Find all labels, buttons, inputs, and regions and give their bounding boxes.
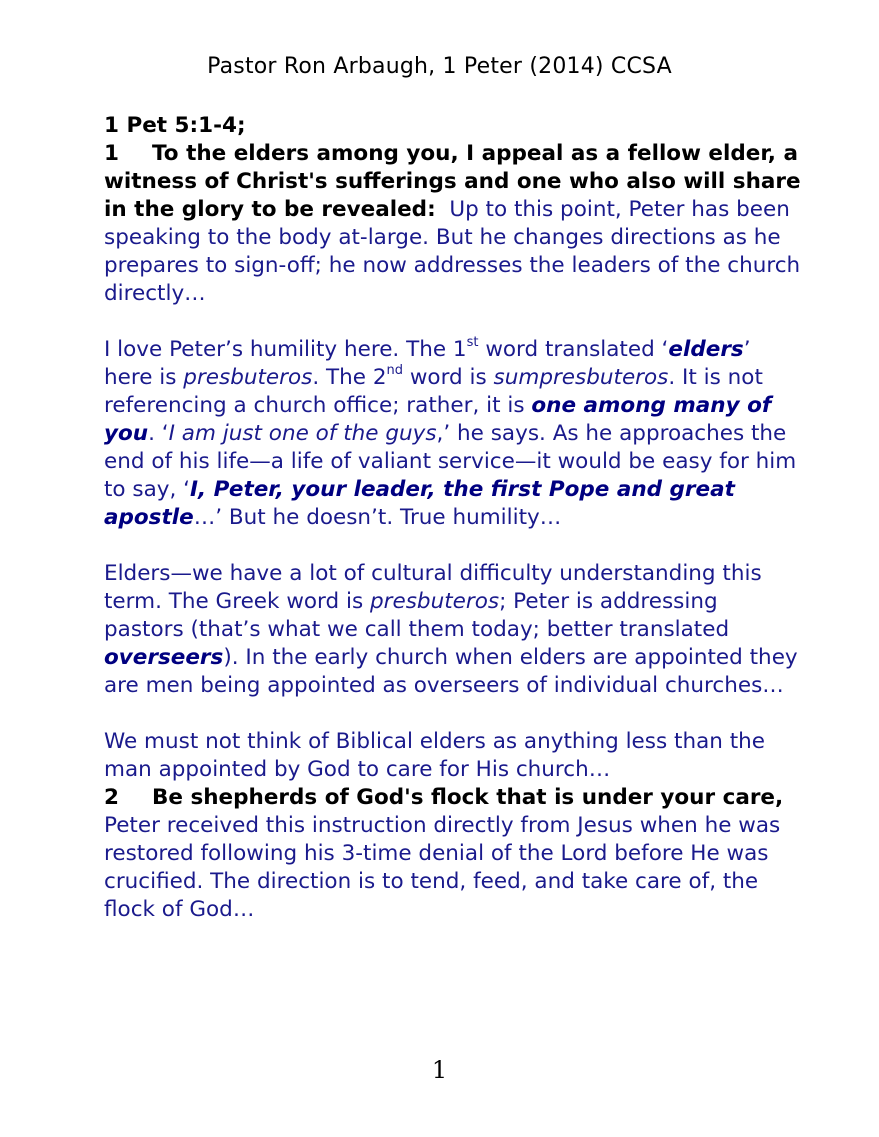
text-run: word translated ‘ [478, 337, 669, 362]
text-run: ). In the early church when elders are appointed they are men being appointed as overseers of individual churches… [104, 645, 798, 698]
quote-peter-leader: I, Peter, your leader, the first Pope and great apostle [104, 477, 735, 530]
verse-1-number: 1 [104, 141, 119, 166]
text-run: ’ here is [104, 337, 751, 390]
verse-1-paragraph [104, 140, 804, 308]
superscript-nd: nd [386, 362, 404, 378]
humility-paragraph [104, 336, 804, 532]
paragraph-gap [104, 532, 804, 560]
term-sumpresbuteros: sumpresbuteros [493, 365, 669, 390]
scripture-reference: 1 Pet 5:1-4; [104, 113, 246, 138]
text-run: . The 2 [312, 365, 387, 390]
text-run: Elders—we have a lot of cultural difficulty understanding this term. The Greek word is [104, 561, 762, 614]
text-run: . ‘ [148, 421, 169, 446]
verse-2-scripture [104, 785, 783, 810]
text-run: ,’ he says. As he approaches the end of his life—a life of valiant service—it would be easy for him to say, ‘ [104, 421, 797, 502]
term-presbuteros: presbuteros [183, 365, 313, 390]
text-run: ; Peter is addressing pastors (that’s what we call them today; better translated [104, 589, 730, 642]
superscript-st: st [466, 334, 479, 350]
document-body [104, 112, 804, 924]
verse-2-commentary: Peter received this instruction directly from Jesus when he was restored following his 3-time denial of the Lord before He was crucified. The direction is to tend, feed, and take care of, the flock of God… [104, 813, 781, 922]
paragraph-gap [104, 308, 804, 336]
page-number: 1 [431, 1056, 448, 1084]
verse-2-text: Be shepherds of God's flock that is under your care, [152, 785, 784, 810]
biblical-elders-paragraph: We must not think of Biblical elders as anything less than the man appointed by God to care for His church… [104, 729, 765, 782]
text-run: . It is not referencing a church office; rather, it is [104, 365, 763, 418]
term-presbuteros: presbuteros [370, 589, 500, 614]
verse-2-number: 2 [104, 785, 119, 810]
paragraph-gap [104, 700, 804, 728]
text-run: I love Peter’s humility here. The 1 [104, 337, 467, 362]
text-run: word is [403, 365, 494, 390]
verse-2-paragraph [104, 784, 804, 924]
verse-1-commentary: Up to this point, Peter has been speaking to the body at-large. But he changes directions as he prepares to sign-off; he now addresses the leaders of the church directly… [104, 197, 801, 306]
quote-one-of-the-guys: I am just one of the guys [168, 421, 437, 446]
emphasis-overseers: overseers [104, 645, 224, 670]
text-run: …’ But he doesn’t. True humility… [193, 505, 562, 530]
emphasis-elders: elders [668, 337, 744, 362]
page-header: Pastor Ron Arbaugh, 1 Peter (2014) CCSA [207, 54, 672, 79]
verse-1-text: To the elders among you, I appeal as a fellow elder, a witness of Christ's sufferings and one who also will share in the glory to be revealed: [104, 141, 801, 222]
elders-paragraph [104, 560, 804, 700]
emphasis-one-among-many: one among many of you [104, 393, 772, 446]
